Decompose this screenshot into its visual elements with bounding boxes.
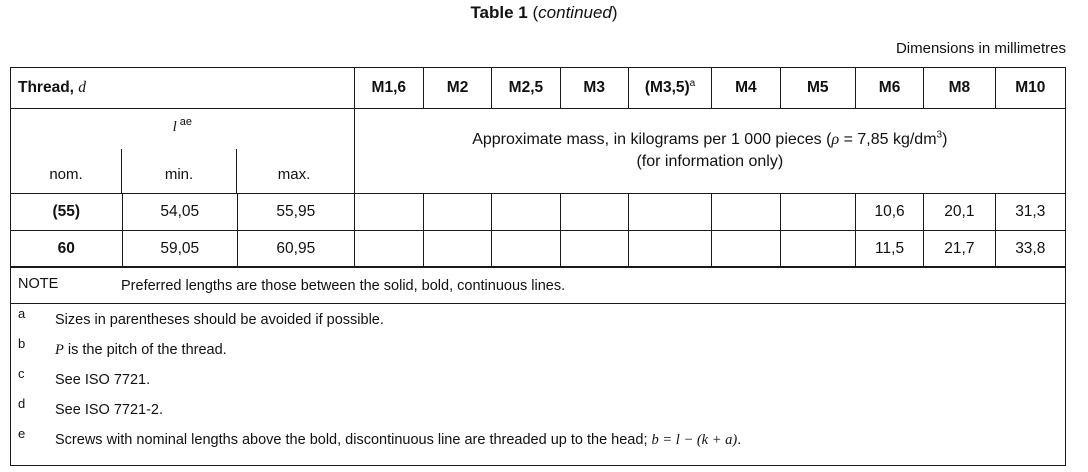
- header-row: [11, 68, 1066, 109]
- size-header: M8: [924, 68, 995, 109]
- min-cell: 54,05: [122, 194, 238, 231]
- col-min-label: min.: [164, 166, 194, 183]
- formula: b = l − (k + a): [651, 432, 738, 448]
- table-title-italic: continued: [538, 3, 612, 22]
- size-header: M5: [780, 68, 855, 109]
- size-header: M2: [423, 68, 491, 109]
- min-cell: 59,05: [122, 231, 238, 268]
- mass-line-2: (for information only): [636, 153, 784, 170]
- mass-line-1: Approximate mass, in kilograms per 1 000 pieces (ρ = 7,85 $kg/dm^3$): [472, 129, 948, 148]
- nom-cell: (55): [11, 194, 123, 231]
- mass-cell: [354, 194, 423, 231]
- footnote: [11, 334, 1065, 364]
- mass-cell: 21,7: [924, 231, 995, 268]
- pitch-symbol: P: [55, 342, 64, 358]
- mass-cell: [423, 231, 491, 268]
- dimensions-table: [10, 67, 1066, 268]
- footnote-letter: a: [18, 306, 26, 321]
- notes-box: [10, 266, 1066, 466]
- mass-cell: [354, 231, 423, 268]
- footnote-ref-a: a: [689, 77, 696, 89]
- mass-cell: 10,6: [855, 194, 923, 231]
- size-header: M6: [855, 68, 923, 109]
- mass-description-cell: [354, 109, 1065, 194]
- footnote: [11, 304, 1065, 334]
- mass-cell: 11,5: [855, 231, 923, 268]
- length-header-cell: [11, 109, 355, 194]
- mass-cell: [712, 194, 780, 231]
- mass-cell: 33,8: [995, 231, 1065, 268]
- mass-cell: [628, 194, 711, 231]
- mass-cell: [780, 194, 855, 231]
- size-header: M2,5: [492, 68, 560, 109]
- footnote-letter: b: [18, 336, 26, 351]
- note-line: [11, 267, 1065, 304]
- mass-cell: [492, 194, 560, 231]
- thread-symbol: d: [78, 79, 87, 96]
- table-title-bold: Table 1: [470, 3, 528, 22]
- col-max-label: max.: [277, 166, 311, 183]
- length-label: l $^{ae}$: [172, 116, 193, 135]
- mass-cell: [560, 231, 628, 268]
- mass-cell: [780, 231, 855, 268]
- mass-cell: 20,1: [924, 194, 995, 231]
- footnote-text: See ISO 7721.: [55, 372, 151, 388]
- nom-cell: 60: [11, 231, 123, 268]
- mass-cell: [560, 194, 628, 231]
- footnote-text: P is the pitch of the thread.: [55, 342, 227, 358]
- table-row: [11, 194, 1066, 231]
- size-header: M10: [995, 68, 1065, 109]
- thread-header-cell: Thread, d: [11, 68, 355, 109]
- subheader-row: [11, 109, 1066, 194]
- footnote: [11, 364, 1065, 394]
- units-caption: Dimensions in millimetres: [895, 40, 1066, 57]
- note-label: NOTE: [18, 276, 59, 292]
- note-text: Preferred lengths are those between the solid, bold, continuous lines.: [121, 278, 566, 294]
- footnote-text: Screws with nominal lengths above the bold, discontinuous line are threaded up to the head; b = l − (k + a).: [55, 432, 742, 448]
- mass-cell: [492, 231, 560, 268]
- footnote: [11, 394, 1065, 424]
- size-header: $(M3,5)^a$: [628, 68, 711, 109]
- size-header: M1,6: [354, 68, 423, 109]
- footnote-letter: c: [18, 366, 25, 381]
- max-cell: 60,95: [238, 231, 355, 268]
- footnote-letter: e: [18, 426, 26, 441]
- footnote: [11, 424, 1065, 454]
- table-title: Table 1 (continued): [470, 3, 618, 22]
- col-nom-label: nom.: [49, 166, 83, 183]
- footnote-letter: d: [18, 396, 26, 411]
- size-header: M3: [560, 68, 628, 109]
- footnote-text: See ISO 7721-2.: [55, 402, 164, 418]
- max-cell: 55,95: [238, 194, 355, 231]
- mass-cell: [628, 231, 711, 268]
- mass-cell: 31,3: [995, 194, 1065, 231]
- mass-cell: [423, 194, 491, 231]
- mass-cell: [712, 231, 780, 268]
- table-row: [11, 231, 1066, 268]
- size-header: M4: [712, 68, 780, 109]
- footnote-text: Sizes in parentheses should be avoided if possible.: [55, 312, 384, 328]
